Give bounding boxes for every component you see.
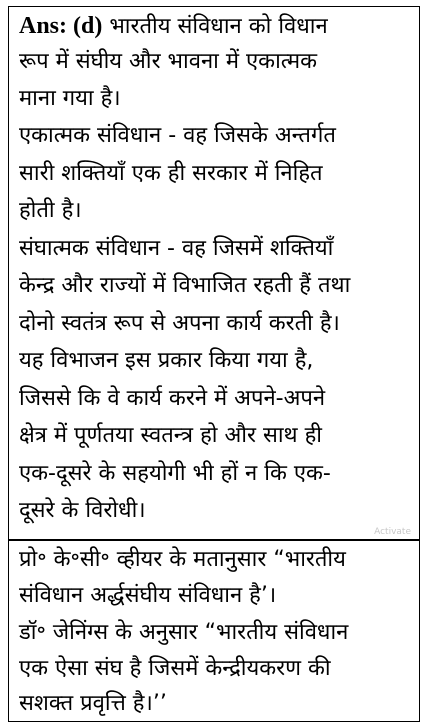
answer-line: संघात्मक संविधान - वह जिसमें शक्तियाँ [19, 236, 334, 261]
answer-line: एक-दूसरे के सहयोगी भी हों न कि एक- [19, 461, 331, 486]
quote-line: प्रो॰ के॰सी॰ व्हीयर के मतानुसार “भारतीय [19, 547, 346, 572]
answer-line: एकात्मक संविधान - वह जिसके अन्तर्गत [19, 123, 336, 148]
answer-line: दोनो स्वतंत्र रूप से अपना कार्य करती है। [19, 311, 340, 336]
answer-line: भारतीय संविधान को विधान [109, 14, 328, 39]
answer-line: सारी शक्तियाँ एक ही सरकार में निहित [19, 161, 323, 186]
answer-line: यह विभाजन इस प्रकार किया गया है, [19, 348, 314, 373]
answer-line: दूसरे के विरोधी। [19, 498, 146, 523]
quote-line: डॉ॰ जेनिंग्स के अनुसार “भारतीय संविधान [19, 620, 349, 645]
watermark-text: Activate [374, 527, 411, 537]
answer-label: Ans: (d) [19, 13, 103, 39]
answer-line: केन्द्र और राज्यों में विभाजित रहती हैं तथा [19, 273, 351, 298]
quote-box [8, 540, 420, 722]
quote-line: एक ऐसा संघ है जिसमें केन्द्रीयकरण की [19, 656, 331, 681]
answer-line: जिससे कि वे कार्य करने में अपने-अपने [19, 386, 326, 411]
answer-line: रूप में संघीय और भावना में एकात्मक [19, 49, 317, 74]
answer-line: होती है। [19, 198, 82, 223]
answer-box [8, 6, 420, 540]
quote-line: संविधान अर्द्धसंघीय संविधान है’। [19, 583, 277, 608]
answer-line: क्षेत्र में पूर्णतया स्वतन्त्र हो और साथ ही [19, 423, 322, 448]
answer-line: माना गया है। [19, 86, 121, 111]
quote-line: सशक्त प्रवृत्ति है।’’ [19, 691, 167, 716]
answer-first-line [19, 11, 328, 43]
